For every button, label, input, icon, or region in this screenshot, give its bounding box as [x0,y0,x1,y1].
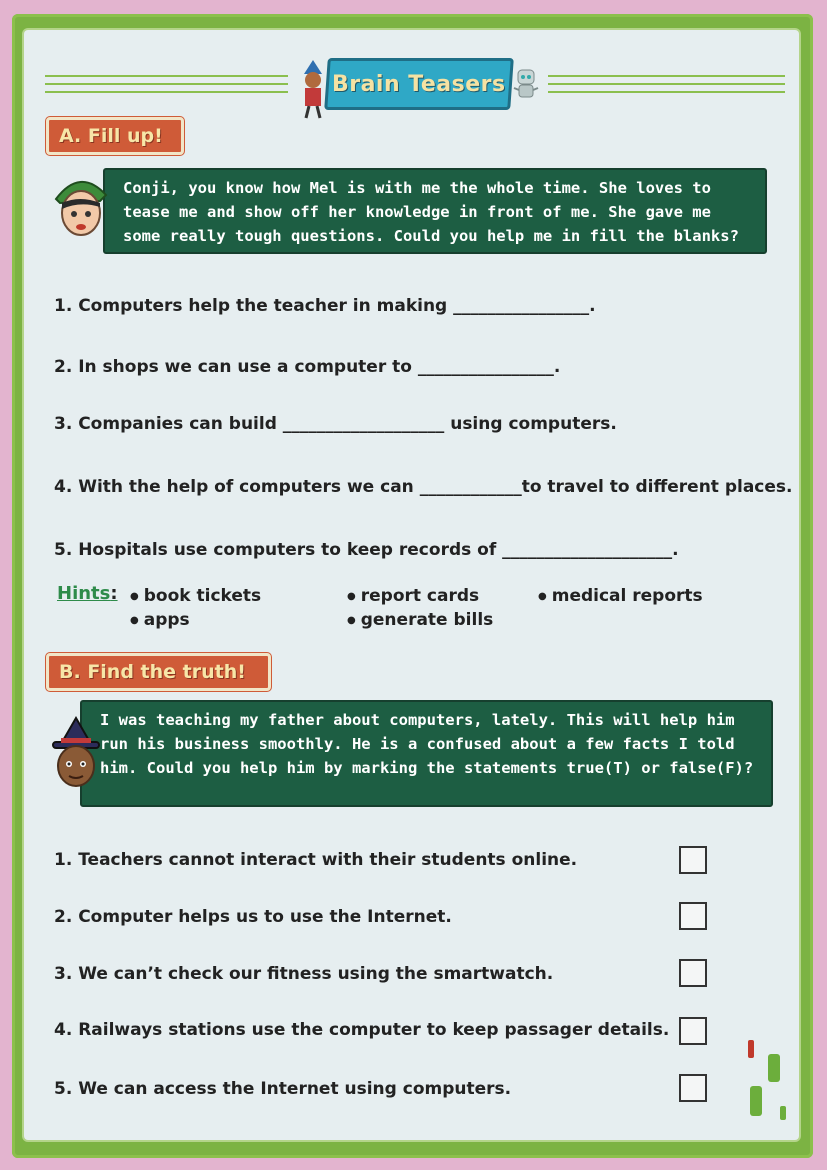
hints-label-text: Hints [57,583,111,604]
section-b-speech-box [80,700,773,807]
tf-statement-4: 4. Railways stations use the computer to keep passager details. [54,1020,670,1040]
boy-with-hat-avatar-icon [45,716,107,790]
boy-avatar-icon [50,173,112,243]
hint-generate-bills: ● generate bills [347,610,493,630]
tf-statement-3: 3. We can’t check our fitness using the smartwatch. [54,964,554,984]
hint-book-tickets: ● book tickets [130,586,261,606]
fill-question-1: 1. Computers help the teacher in making ________________. [54,296,596,316]
page-title-text: Brain Teasers [332,71,506,97]
section-a-title: A. Fill up! [59,125,163,147]
wizard-mascot-icon [298,58,328,120]
hint-medical-reports: ● medical reports [538,586,703,606]
tf-statement-1: 1. Teachers cannot interact with their students online. [54,850,578,870]
tf-checkbox-5[interactable] [679,1074,707,1102]
section-b-speech-text: I was teaching my father about computers, lately. This will help him run his business smoothly. He is a confused about a few facts I told him. Could you help him by marking the statements true(T) or false(F)? [100,711,754,777]
tf-checkbox-3[interactable] [679,959,707,987]
tf-checkbox-2[interactable] [679,902,707,930]
section-a-speech-text: Conji, you know how Mel is with me the whole time. She loves to tease me and show off her knowledge in front of me. She gave me some really tough questions. Could you help me in fill the blanks? [123,179,739,245]
section-a-speech-box [103,168,767,254]
tf-statement-2: 2. Computer helps us to use the Internet. [54,907,452,927]
header-rule-left [45,75,288,97]
crayons-decoration-icon [744,1036,794,1126]
tf-statement-5: 5. We can access the Internet using computers. [54,1079,512,1099]
hints-label: Hints: [57,583,118,604]
section-a-tag [46,117,184,155]
tf-checkbox-4[interactable] [679,1017,707,1045]
fill-question-4: 4. With the help of computers we can ____________to travel to different places. [54,477,793,497]
header-rule-right [548,75,785,97]
page-title [324,58,514,110]
fill-question-2: 2. In shops we can use a computer to ________________. [54,357,561,377]
tf-checkbox-1[interactable] [679,846,707,874]
fill-question-5: 5. Hospitals use computers to keep records of ____________________. [54,540,679,560]
section-b-tag [46,653,271,691]
robot-mascot-icon [510,66,542,106]
fill-question-3: 3. Companies can build ___________________ using computers. [54,414,617,434]
hint-apps: ● apps [130,610,190,630]
hint-report-cards: ● report cards [347,586,479,606]
section-b-title: B. Find the truth! [59,661,246,683]
